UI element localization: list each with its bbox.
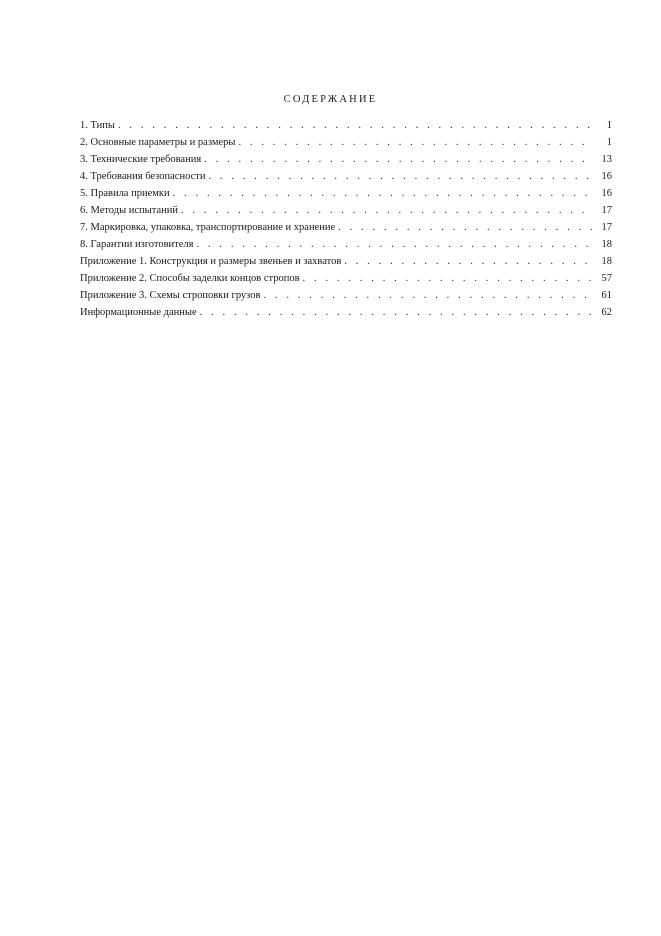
toc-entry-page: 18 [601, 256, 612, 267]
toc-entry-label: 6. Методы испытаний [80, 205, 178, 216]
toc-entry-page: 16 [601, 171, 612, 182]
page-title: СОДЕРЖАНИЕ [283, 94, 378, 105]
toc-entry-marking-packaging[interactable] [80, 219, 612, 236]
dot-leader [338, 219, 593, 236]
dot-leader [181, 202, 593, 219]
dot-leader [200, 304, 593, 321]
toc-entry-page: 18 [601, 239, 612, 250]
toc-entry-page: 62 [601, 307, 612, 318]
toc-entry-manufacturer-warranty[interactable] [80, 236, 612, 253]
toc-entry-label: Информационные данные [80, 307, 197, 318]
toc-entry-appendix-3[interactable] [80, 287, 612, 304]
toc-entry-label: 7. Маркировка, упаковка, транспортирование и хранение [80, 222, 336, 233]
toc-entry-label: 5. Правила приемки [80, 188, 170, 199]
dot-leader [344, 253, 593, 270]
toc-entry-page: 17 [601, 222, 612, 233]
dot-leader [204, 151, 593, 168]
toc-entry-acceptance-rules[interactable] [80, 185, 612, 202]
toc-entry-label: 4. Требования безопасности [80, 171, 206, 182]
toc-entry-page: 61 [601, 290, 612, 301]
toc-entry-label: Приложение 2. Способы заделки концов стропов [80, 273, 300, 284]
toc-entry-page: 17 [601, 205, 612, 216]
toc-entry-label: 8. Гарантии изготовителя [80, 239, 194, 250]
dot-leader [208, 168, 593, 185]
dot-leader [196, 236, 593, 253]
dot-leader [263, 287, 593, 304]
dot-leader [118, 117, 593, 134]
toc-entry-label: 2. Основные параметры и размеры [80, 137, 236, 148]
toc-entry-technical-requirements[interactable] [80, 151, 612, 168]
table-of-contents [80, 117, 612, 321]
toc-entry-appendix-2[interactable] [80, 270, 612, 287]
toc-entry-label: 3. Технические требования [80, 154, 202, 165]
toc-entry-page: 1 [606, 120, 612, 131]
dot-leader [238, 134, 593, 151]
toc-entry-page: 1 [606, 137, 612, 148]
toc-entry-label: Приложение 1. Конструкция и размеры звеньев и захватов [80, 256, 342, 267]
toc-entry-page: 16 [601, 188, 612, 199]
toc-entry-information-data[interactable] [80, 304, 612, 321]
dot-leader [173, 185, 593, 202]
toc-entry-appendix-1[interactable] [80, 253, 612, 270]
toc-entry-main-parameters[interactable] [80, 134, 612, 151]
toc-entry-page: 13 [601, 154, 612, 165]
toc-entry-label: Приложение 3. Схемы строповки грузов [80, 290, 261, 301]
dot-leader [303, 270, 593, 287]
toc-entry-test-methods[interactable] [80, 202, 612, 219]
toc-entry-types[interactable] [80, 117, 612, 134]
toc-entry-safety-requirements[interactable] [80, 168, 612, 185]
toc-entry-label: 1. Типы [80, 120, 115, 131]
toc-entry-page: 57 [601, 273, 612, 284]
